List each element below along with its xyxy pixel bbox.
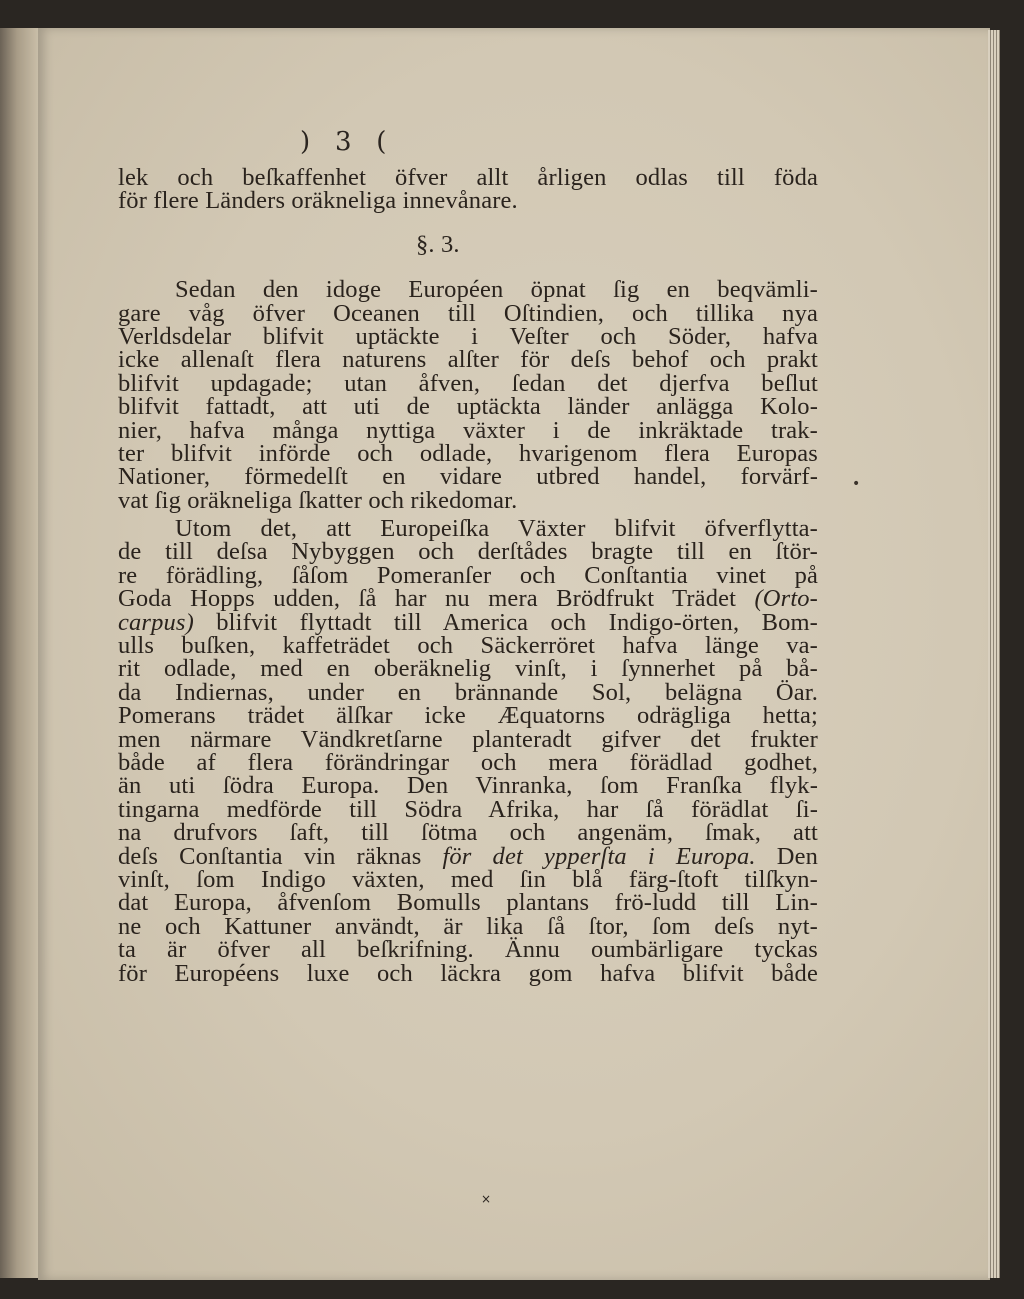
text-line: ta är öfver all beſkrifning. Ännu oumbärligare tyckas xyxy=(118,936,818,964)
italic-phrase: för det ypperſta i Europa. xyxy=(442,842,756,870)
text-line: vinſt, ſom Indigo växten, med ſin blå färg-ſtoft tilſkyn- xyxy=(118,865,818,893)
text-line: för flere Länders oräkneliga innevånare. xyxy=(118,187,518,215)
text-line: blifvit updagade; utan åfven, ſedan det djerfva beſlut xyxy=(118,369,818,397)
text-line: dat Europa, åfvenſom Bomulls plantans frö-ludd till Lin- xyxy=(118,889,818,917)
text-line: ulls buſken, kaffeträdet och Säckerröret hafva länge va- xyxy=(118,632,818,660)
text-line: men närmare Vändkretſarne planteradt gifver det frukter xyxy=(118,725,818,753)
footer-mark: × xyxy=(481,1192,492,1206)
text-line: lek och beſkaffenhet öfver allt årligen odlas till föda xyxy=(118,164,818,191)
text-line: ter blifvit införde och odlade, hvarigenom flera Europas xyxy=(118,439,818,467)
text-line: Sedan den idoge Européen öpnat ſig en beqvämli- xyxy=(175,276,818,304)
text-line: rit odlade, med en oberäknelig vinſt, i ſynnerhet på bå- xyxy=(118,655,818,683)
text-line: de till deſsa Nybyggen och derſtådes bragte till en ſtör- xyxy=(118,538,818,566)
text-line: än uti ſödra Europa. Den Vinranka, ſom Franſka flyk- xyxy=(118,772,818,800)
text-line: Goda Hopps udden, ſå har nu mera Brödfrukt Trädet (Orto- xyxy=(118,585,818,613)
text-line: blifvit fattadt, att uti de uptäckta länder anlägga Kolo- xyxy=(118,393,818,421)
text-line: Verldsdelar blifvit uptäckte i Veſter och Söder, hafva xyxy=(118,322,818,350)
text-line: nier, hafva många nyttiga växter i de inkräktade trak- xyxy=(118,416,818,444)
text-line: både af flera förändringar och mera förädlad godhet, xyxy=(118,748,818,776)
body-text xyxy=(118,166,818,985)
text-line: för Européens luxe och läckra gom hafva blifvit både xyxy=(118,959,818,987)
margin-mark: • xyxy=(852,476,861,492)
section-heading: §. 3. xyxy=(416,230,460,258)
text-line: deſs Conſtantia vin räknas för det ypperſta i Europa. Den xyxy=(118,842,818,870)
text-line: ne och Kattuner användt, är lika ſå ſtor, ſom deſs nyt- xyxy=(118,912,818,940)
text-line: carpus) blifvit flyttadt till America och Indigo-örten, Bom- xyxy=(118,608,818,636)
text-line: re förädling, ſåſom Pomeranſer och Conſtantia vinet på xyxy=(118,561,818,589)
left-page-fold xyxy=(0,28,38,1278)
italic-phrase: (Orto- xyxy=(754,585,818,613)
text-line: tingarna medförde till Södra Afrika, har ſå förädlat ſi- xyxy=(118,795,818,823)
text-line: gare våg öfver Oceanen till Oſtindien, och tillika nya xyxy=(118,299,818,327)
text-line: Nationer, förmedelſt en vidare utbred handel, forvärf- xyxy=(118,463,818,491)
text-line: icke allenaſt flera naturens alſter för deſs behof och prakt xyxy=(118,346,818,374)
italic-phrase: carpus) xyxy=(118,608,194,636)
page-edges xyxy=(988,30,1000,1278)
page-number-header: ) 3 ( xyxy=(300,127,387,157)
text-line: na drufvors ſaft, till ſötma och angenäm, ſmak, att xyxy=(118,819,818,847)
text-line: Utom det, att Europeiſka Växter blifvit öfverflytta- xyxy=(175,515,818,543)
text-line: vat ſig oräkneliga ſkatter och rikedomar. xyxy=(118,486,518,514)
text-line: Pomerans trädet älſkar icke Æquatorns odrägliga hetta; xyxy=(118,702,818,730)
text-line: da Indiernas, under en brännande Sol, belägna Öar. xyxy=(118,678,818,706)
